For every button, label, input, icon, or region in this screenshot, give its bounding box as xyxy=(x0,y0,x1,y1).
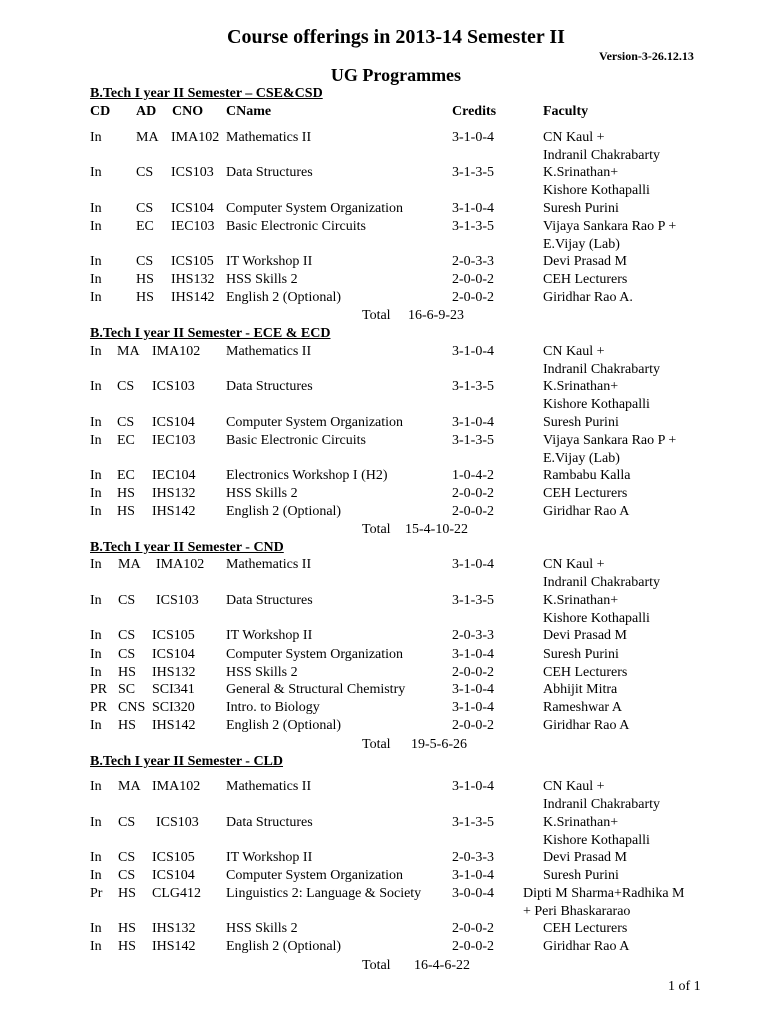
course-ad: CS xyxy=(118,628,136,643)
course-ad: HS xyxy=(118,665,136,680)
course-cd: PR xyxy=(90,700,108,715)
course-credits: 3-1-3-5 xyxy=(452,165,494,180)
column-header-cd: CD xyxy=(90,104,111,119)
course-name: General & Structural Chemistry xyxy=(226,682,406,697)
course-cd: In xyxy=(90,272,102,287)
course-credits: 3-1-0-4 xyxy=(452,868,494,883)
course-name: IT Workshop II xyxy=(226,628,313,643)
course-cd: In xyxy=(90,433,102,448)
course-cd: In xyxy=(90,165,102,180)
course-faculty: CN Kaul + xyxy=(543,779,605,794)
course-number: ICS105 xyxy=(171,254,214,269)
course-faculty: Devi Prasad M xyxy=(543,850,627,865)
course-faculty: Vijaya Sankara Rao P + xyxy=(543,219,677,234)
course-credits: 3-1-0-4 xyxy=(452,344,494,359)
course-name: English 2 (Optional) xyxy=(226,939,342,954)
course-ad: CS xyxy=(118,647,136,662)
course-name: Computer System Organization xyxy=(226,415,404,430)
course-number: IEC104 xyxy=(152,468,196,483)
course-credits: 3-1-0-4 xyxy=(452,682,494,697)
course-faculty: + Peri Bhaskararao xyxy=(523,904,631,919)
course-ad: CS xyxy=(118,850,136,865)
course-ad: EC xyxy=(117,468,135,483)
course-cd: In xyxy=(90,379,102,394)
course-credits: 3-1-3-5 xyxy=(452,593,494,608)
course-name: IT Workshop II xyxy=(226,850,313,865)
course-faculty: E.Vijay (Lab) xyxy=(543,237,620,252)
course-credits: 3-1-3-5 xyxy=(452,815,494,830)
course-ad: CS xyxy=(136,254,154,269)
course-number: IMA102 xyxy=(152,344,201,359)
course-faculty: CN Kaul + xyxy=(543,557,605,572)
column-header-faculty: Faculty xyxy=(543,104,589,119)
course-faculty: Kishore Kothapalli xyxy=(543,611,650,626)
course-faculty: Giridhar Rao A. xyxy=(543,290,633,305)
total-value: 16-6-9-23 xyxy=(408,308,464,323)
course-credits: 3-1-0-4 xyxy=(452,700,494,715)
course-ad: HS xyxy=(136,290,154,305)
course-faculty: E.Vijay (Lab) xyxy=(543,451,620,466)
column-header-ad: AD xyxy=(136,104,157,119)
course-name: HSS Skills 2 xyxy=(226,486,298,501)
course-faculty: Dipti M Sharma+Radhika M xyxy=(523,886,685,901)
course-name: Basic Electronic Circuits xyxy=(226,219,366,234)
course-number: ICS104 xyxy=(152,868,195,883)
course-faculty: K.Srinathan+ xyxy=(543,165,619,180)
course-number: IHS132 xyxy=(152,486,196,501)
section-heading: B.Tech I year II Semester - ECE & ECD xyxy=(90,326,331,341)
course-cd: In xyxy=(90,628,102,643)
course-credits: 2-0-3-3 xyxy=(452,850,494,865)
course-ad: EC xyxy=(117,433,135,448)
course-number: IHS142 xyxy=(152,939,196,954)
course-faculty: Indranil Chakrabarty xyxy=(543,148,661,163)
course-credits: 3-1-3-5 xyxy=(452,433,494,448)
total-value: 19-5-6-26 xyxy=(411,737,467,752)
course-faculty: K.Srinathan+ xyxy=(543,379,619,394)
course-faculty: Indranil Chakrabarty xyxy=(543,575,661,590)
course-ad: CS xyxy=(117,379,135,394)
course-name: Mathematics II xyxy=(226,130,312,145)
course-name: HSS Skills 2 xyxy=(226,921,298,936)
course-ad: SC xyxy=(118,682,136,697)
course-ad: CS xyxy=(136,201,154,216)
course-faculty: Devi Prasad M xyxy=(543,254,627,269)
course-number: IMA102 xyxy=(156,557,205,572)
course-cd: In xyxy=(90,593,102,608)
course-credits: 2-0-0-2 xyxy=(452,921,494,936)
course-cd: In xyxy=(90,504,102,519)
course-name: Data Structures xyxy=(226,379,313,394)
course-name: Computer System Organization xyxy=(226,647,404,662)
course-cd: In xyxy=(90,415,102,430)
course-faculty: Abhijit Mitra xyxy=(543,682,618,697)
course-cd: In xyxy=(90,219,102,234)
course-cd: In xyxy=(90,815,102,830)
course-name: English 2 (Optional) xyxy=(226,718,342,733)
course-name: Mathematics II xyxy=(226,557,312,572)
course-cd: In xyxy=(90,290,102,305)
course-faculty: Kishore Kothapalli xyxy=(543,183,650,198)
column-header-cno: CNO xyxy=(172,104,204,119)
course-number: IHS142 xyxy=(152,504,196,519)
course-cd: In xyxy=(90,130,102,145)
course-ad: HS xyxy=(117,504,135,519)
course-number: ICS103 xyxy=(171,165,214,180)
course-cd: In xyxy=(90,201,102,216)
course-ad: CS xyxy=(118,815,136,830)
course-ad: MA xyxy=(118,557,141,572)
course-cd: In xyxy=(90,647,102,662)
section-heading: B.Tech I year II Semester - CND xyxy=(90,540,284,555)
document-subtitle: UG Programmes xyxy=(330,65,462,85)
course-faculty: CEH Lecturers xyxy=(543,486,628,501)
course-ad: CS xyxy=(136,165,154,180)
course-ad: HS xyxy=(118,718,136,733)
course-credits: 3-1-3-5 xyxy=(452,379,494,394)
course-name: Intro. to Biology xyxy=(226,700,320,715)
total-label: Total xyxy=(362,308,391,323)
course-faculty: Giridhar Rao A xyxy=(543,504,630,519)
course-number: IHS132 xyxy=(152,665,196,680)
course-credits: 3-1-0-4 xyxy=(452,415,494,430)
course-number: ICS104 xyxy=(152,415,195,430)
total-value: 15-4-10-22 xyxy=(405,522,468,537)
course-cd: Pr xyxy=(90,886,103,901)
course-faculty: Rameshwar A xyxy=(543,700,622,715)
course-cd: In xyxy=(90,921,102,936)
course-ad: HS xyxy=(118,886,136,901)
course-faculty: Kishore Kothapalli xyxy=(543,833,650,848)
course-number: IHS142 xyxy=(152,718,196,733)
course-number: ICS103 xyxy=(156,593,199,608)
course-number: ICS105 xyxy=(152,628,195,643)
course-faculty: Vijaya Sankara Rao P + xyxy=(543,433,677,448)
course-faculty: Indranil Chakrabarty xyxy=(543,797,661,812)
course-name: Linguistics 2: Language & Society xyxy=(226,886,422,901)
course-number: IEC103 xyxy=(171,219,215,234)
course-cd: In xyxy=(90,486,102,501)
course-credits: 2-0-0-2 xyxy=(452,939,494,954)
course-cd: In xyxy=(90,868,102,883)
course-faculty: Suresh Purini xyxy=(543,647,619,662)
course-ad: CNS xyxy=(118,700,146,715)
course-credits: 2-0-0-2 xyxy=(452,486,494,501)
course-credits: 3-1-0-4 xyxy=(452,647,494,662)
course-number: ICS103 xyxy=(156,815,199,830)
course-number: CLG412 xyxy=(152,886,201,901)
course-faculty: K.Srinathan+ xyxy=(543,593,619,608)
course-faculty: CEH Lecturers xyxy=(543,665,628,680)
course-number: IHS132 xyxy=(171,272,215,287)
page-number: 1 of 1 xyxy=(668,979,701,994)
course-ad: HS xyxy=(117,486,135,501)
total-label: Total xyxy=(362,522,391,537)
course-credits: 2-0-0-2 xyxy=(452,290,494,305)
course-credits: 3-0-0-4 xyxy=(452,886,494,901)
course-cd: In xyxy=(90,718,102,733)
course-faculty: Indranil Chakrabarty xyxy=(543,362,661,377)
course-faculty: CN Kaul + xyxy=(543,130,605,145)
course-ad: MA xyxy=(136,130,159,145)
course-faculty: Rambabu Kalla xyxy=(543,468,631,483)
course-faculty: Kishore Kothapalli xyxy=(543,397,650,412)
course-cd: PR xyxy=(90,682,108,697)
course-cd: In xyxy=(90,665,102,680)
course-cd: In xyxy=(90,939,102,954)
course-name: HSS Skills 2 xyxy=(226,665,298,680)
total-label: Total xyxy=(362,737,391,752)
course-cd: In xyxy=(90,850,102,865)
course-number: ICS103 xyxy=(152,379,195,394)
course-cd: In xyxy=(90,779,102,794)
course-credits: 3-1-0-4 xyxy=(452,130,494,145)
total-label: Total xyxy=(362,958,391,973)
course-name: Data Structures xyxy=(226,165,313,180)
total-value: 16-4-6-22 xyxy=(414,958,470,973)
course-name: Computer System Organization xyxy=(226,201,404,216)
course-number: IMA102 xyxy=(152,779,201,794)
course-ad: HS xyxy=(136,272,154,287)
course-ad: HS xyxy=(118,921,136,936)
course-ad: HS xyxy=(118,939,136,954)
course-name: Computer System Organization xyxy=(226,868,404,883)
course-name: English 2 (Optional) xyxy=(226,290,342,305)
version-label: Version-3-26.12.13 xyxy=(599,49,694,63)
course-number: IMA102 xyxy=(171,130,220,145)
column-header-credits: Credits xyxy=(452,104,497,119)
course-credits: 2-0-0-2 xyxy=(452,272,494,287)
course-ad: CS xyxy=(118,593,136,608)
course-ad: MA xyxy=(117,344,140,359)
course-number: ICS104 xyxy=(152,647,195,662)
course-credits: 2-0-3-3 xyxy=(452,254,494,269)
course-faculty: Suresh Purini xyxy=(543,415,619,430)
course-name: Data Structures xyxy=(226,593,313,608)
course-credits: 2-0-0-2 xyxy=(452,665,494,680)
course-faculty: Suresh Purini xyxy=(543,201,619,216)
course-cd: In xyxy=(90,468,102,483)
course-number: ICS104 xyxy=(171,201,214,216)
course-name: Mathematics II xyxy=(226,344,312,359)
course-credits: 2-0-3-3 xyxy=(452,628,494,643)
course-faculty: K.Srinathan+ xyxy=(543,815,619,830)
course-name: HSS Skills 2 xyxy=(226,272,298,287)
course-faculty: Giridhar Rao A xyxy=(543,718,630,733)
course-credits: 3-1-3-5 xyxy=(452,219,494,234)
course-cd: In xyxy=(90,254,102,269)
course-faculty: CEH Lecturers xyxy=(543,272,628,287)
section-heading: B.Tech I year II Semester - CLD xyxy=(90,754,284,769)
course-name: English 2 (Optional) xyxy=(226,504,342,519)
course-credits: 3-1-0-4 xyxy=(452,779,494,794)
course-faculty: Giridhar Rao A xyxy=(543,939,630,954)
course-credits: 3-1-0-4 xyxy=(452,201,494,216)
course-faculty: CN Kaul + xyxy=(543,344,605,359)
course-credits: 2-0-0-2 xyxy=(452,504,494,519)
course-credits: 2-0-0-2 xyxy=(452,718,494,733)
course-number: ICS105 xyxy=(152,850,195,865)
course-number: IEC103 xyxy=(152,433,196,448)
course-name: IT Workshop II xyxy=(226,254,313,269)
course-name: Data Structures xyxy=(226,815,313,830)
course-faculty: Suresh Purini xyxy=(543,868,619,883)
course-cd: In xyxy=(90,557,102,572)
course-faculty: CEH Lecturers xyxy=(543,921,628,936)
course-credits: 1-0-4-2 xyxy=(452,468,494,483)
course-number: SCI341 xyxy=(152,682,195,697)
course-name: Electronics Workshop I (H2) xyxy=(226,468,388,483)
course-ad: CS xyxy=(117,415,135,430)
document-title: Course offerings in 2013-14 Semester II xyxy=(227,26,565,48)
course-faculty: Devi Prasad M xyxy=(543,628,627,643)
section-heading: B.Tech I year II Semester – CSE&CSD xyxy=(90,86,323,101)
course-ad: MA xyxy=(118,779,141,794)
course-ad: CS xyxy=(118,868,136,883)
course-name: Basic Electronic Circuits xyxy=(226,433,366,448)
course-cd: In xyxy=(90,344,102,359)
course-number: IHS132 xyxy=(152,921,196,936)
column-header-cname: CName xyxy=(226,104,272,119)
course-ad: EC xyxy=(136,219,154,234)
course-name: Mathematics II xyxy=(226,779,312,794)
course-credits: 3-1-0-4 xyxy=(452,557,494,572)
course-number: SCI320 xyxy=(152,700,195,715)
course-number: IHS142 xyxy=(171,290,215,305)
